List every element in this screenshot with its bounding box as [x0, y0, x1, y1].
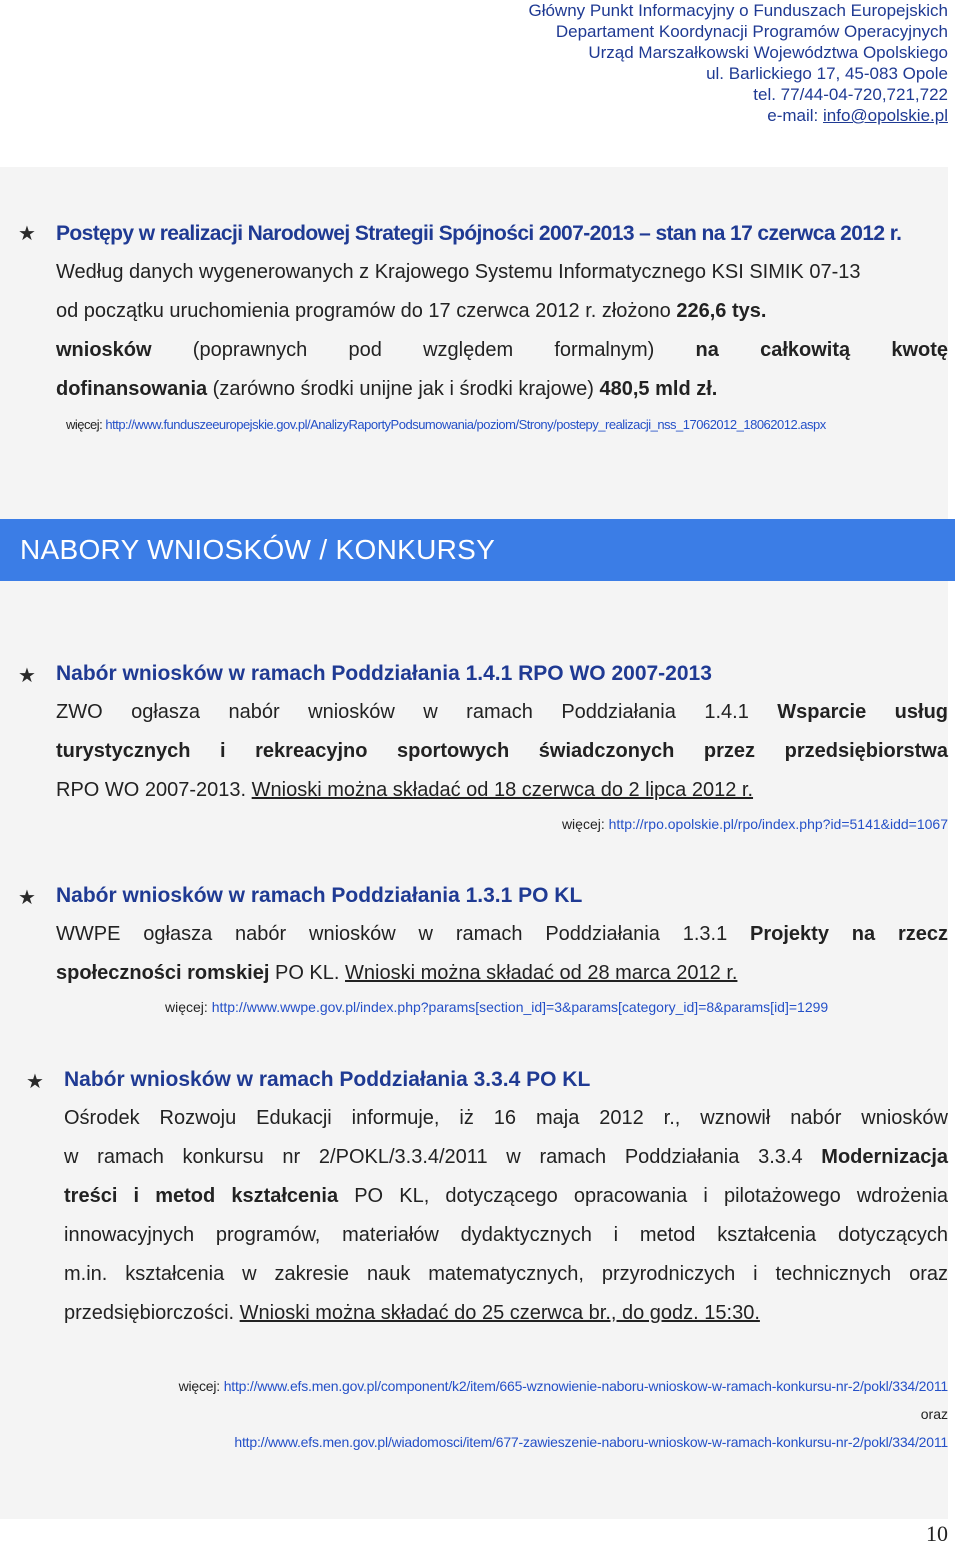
star-bullet-icon: ★ — [18, 665, 36, 687]
news-title-rpo141: Nabór wniosków w ramach Poddziałania 1.4.1 RPO WO 2007-2013 — [56, 662, 712, 685]
nss-url-link[interactable]: http://www.funduszeeuropejskie.gov.pl/AnalizyRaportyPodsumowania/poziom/Strony/postepy_realizacji_nss_17062012_18062012.aspx — [105, 417, 826, 432]
contact-header — [528, 0, 948, 126]
header-office: Urząd Marszałkowski Województwa Opolskiego — [588, 43, 948, 62]
nss-more-link: więcej: http://www.funduszeeuropejskie.gov.pl/AnalizyRaportyPodsumowania/poziom/Strony/postepy_realizacji_nss_17062012_18062012.aspx — [66, 417, 826, 432]
nss-text-line3: wniosków (poprawnych pod względem formalnym) na całkowitą kwotę — [56, 339, 949, 361]
pokl131-url-link[interactable]: http://www.wwpe.gov.pl/index.php?params[section_id]=3&params[category_id]=8&params[id]=1299 — [211, 999, 829, 1015]
pokl131-text-line2: społeczności romskiej PO KL. Wnioski można składać od 28 marca 2012 r. — [56, 962, 738, 984]
header-phone: tel. 77/44-04-720,721,722 — [753, 85, 948, 104]
header-email-line — [528, 105, 948, 126]
header-department: Departament Koordynacji Programów Operacyjnych — [555, 22, 948, 41]
rpo141-text-line1: ZWO ogłasza nabór wniosków w ramach Poddziałania 1.4.1 Wsparcie usług — [56, 701, 948, 723]
nss-text-line4: dofinansowania (zarówno środki unijne jak i środki krajowe) 480,5 mld zł. — [56, 378, 718, 400]
section-banner — [0, 519, 955, 581]
news-title-pokl131: Nabór wniosków w ramach Poddziałania 1.3.1 PO KL — [56, 884, 583, 907]
nss-text-line2: od początku uruchomienia programów do 17 czerwca 2012 r. złożono 226,6 tys. — [56, 300, 767, 322]
pokl334-text-line6: przedsiębiorczości. Wnioski można składać do 25 czerwca br., do godz. 15:30. — [64, 1302, 760, 1324]
pokl131-more-link: więcej: http://www.wwpe.gov.pl/index.php?params[section_id]=3&params[category_id]=8&params[id]=1299 — [165, 999, 829, 1015]
pokl334-more-link: więcej: http://www.efs.men.gov.pl/component/k2/item/665-wznowienie-naboru-wnioskow-w-ramach-konkursu-nr-2/pokl/334/2011 — [178, 1378, 948, 1394]
pokl334-oraz: oraz — [920, 1406, 948, 1422]
pokl334-text-line1: Ośrodek Rozwoju Edukacji informuje, iż 16 maja 2012 r., wznowił nabór wniosków — [64, 1107, 948, 1129]
rpo141-text-line2: turystycznych i rekreacyjno sportowych świadczonych przez przedsiębiorstwa — [56, 740, 948, 762]
nss-text-line1: Według danych wygenerowanych z Krajowego Systemu Informatycznego KSI SIMIK 07-13 — [56, 261, 861, 283]
pokl334-url-link-1[interactable]: http://www.efs.men.gov.pl/component/k2/item/665-wznowienie-naboru-wnioskow-w-ramach-konkursu-nr-2/pokl/334/2011 — [223, 1378, 948, 1394]
email-link[interactable]: info@opolskie.pl — [823, 106, 948, 125]
header-address: ul. Barlickiego 17, 45-083 Opole — [706, 64, 948, 83]
pokl334-url-link-2: http://www.efs.men.gov.pl/wiadomosci/item/677-zawieszenie-naboru-wnioskow-w-ramach-konkursu-nr-2/pokl/334/2011 — [234, 1434, 948, 1450]
pokl334-text-line4: innowacyjnych programów, materiałów dydaktycznych i metod kształcenia dotyczących — [64, 1224, 948, 1246]
rpo141-more-link: więcej: http://rpo.opolskie.pl/rpo/index.php?id=5141&idd=1067 — [561, 816, 948, 832]
news-title-pokl334: Nabór wniosków w ramach Poddziałania 3.3.4 PO KL — [64, 1068, 591, 1091]
email-label: e-mail: — [767, 106, 823, 125]
header-org: Główny Punkt Informacyjny o Funduszach Europejskich — [528, 1, 948, 20]
rpo141-url-link[interactable]: http://rpo.opolskie.pl/rpo/index.php?id=5141&idd=1067 — [608, 816, 948, 832]
rpo141-text-line3: RPO WO 2007-2013. Wnioski można składać od 18 czerwca do 2 lipca 2012 r. — [56, 779, 754, 801]
section-heading: NABORY WNIOSKÓW / KONKURSY — [20, 534, 496, 565]
pokl334-text-line2: w ramach konkursu nr 2/POKL/3.3.4/2011 w ramach Poddziałania 3.3.4 Modernizacja — [64, 1146, 948, 1168]
pokl334-text-line5: m.in. kształcenia w zakresie nauk matematycznych, przyrodniczych i technicznych oraz — [64, 1263, 948, 1285]
news-title-nss: Postępy w realizacji Narodowej Strategii Spójności 2007-2013 – stan na 17 czerwca 2012 r. — [56, 222, 902, 245]
pokl131-text-line1: WWPE ogłasza nabór wniosków w ramach Poddziałania 1.3.1 Projekty na rzecz — [56, 923, 948, 945]
star-bullet-icon: ★ — [26, 1071, 44, 1093]
star-bullet-icon: ★ — [18, 223, 36, 245]
page-number: 10 — [926, 1521, 948, 1546]
star-bullet-icon: ★ — [18, 887, 36, 909]
pokl334-text-line3: treści i metod kształcenia PO KL, dotyczącego opracowania i pilotażowego wdrożenia — [64, 1185, 949, 1207]
